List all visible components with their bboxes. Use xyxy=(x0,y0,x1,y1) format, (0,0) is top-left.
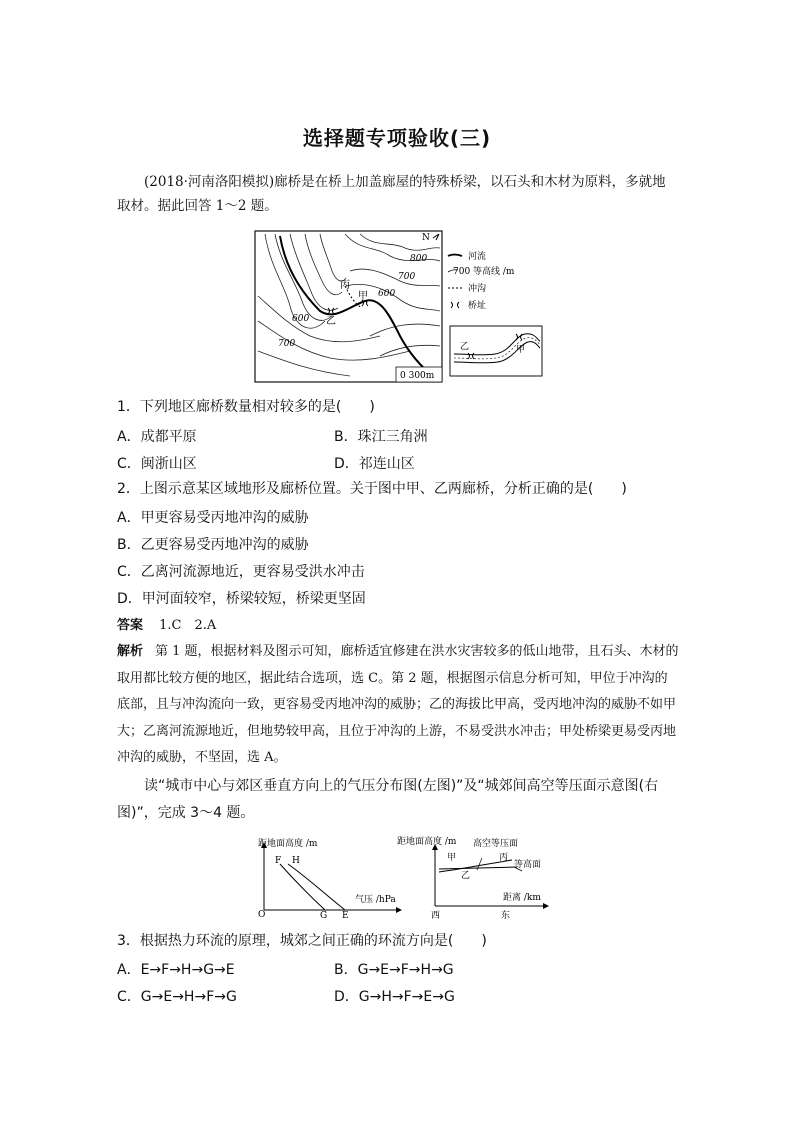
q3-option-c[interactable]: C．G→E→H→F→G xyxy=(117,989,237,1005)
intro-paragraph-2: 读“城市中心与郊区垂直方向上的气压分布图(左图)”及“城郊间高空等压面示意图(右图)”，完成 3～4 题。 xyxy=(117,778,659,821)
left-label-f: F xyxy=(275,856,282,866)
q1-option-a[interactable]: A．成都平原 xyxy=(117,429,197,445)
contour-label-600b: 600 xyxy=(292,314,310,324)
q3-option-a[interactable]: A．E→F→H→G→E xyxy=(117,962,235,978)
inset-map xyxy=(450,326,542,376)
isobaric-surface-chart xyxy=(397,834,557,924)
page-title: 选择题专项验收(三) xyxy=(302,126,492,150)
map-legend xyxy=(448,250,515,311)
left-label-g: G xyxy=(320,911,328,920)
curve-f xyxy=(280,864,325,910)
north-arrow-icon xyxy=(433,234,439,240)
left-label-h: H xyxy=(292,856,300,866)
right-x-arrow-icon xyxy=(543,903,549,909)
q3-option-d[interactable]: D．G→H→F→E→G xyxy=(334,989,455,1005)
left-origin: O xyxy=(258,910,266,920)
right-xlabel: 距离 /km xyxy=(503,893,541,903)
contour-label-800: 800 xyxy=(410,254,428,264)
answer-text: 1.C 2.A xyxy=(159,618,217,633)
pressure-height-chart xyxy=(250,836,410,920)
north-label: N xyxy=(422,233,430,243)
question-2-stem: 2．上图示意某区域地形及廊桥位置。关于图中甲、乙两廊桥，分析正确的是( ) xyxy=(117,481,627,497)
contour-label-700a: 700 xyxy=(398,272,416,282)
legend-river: 河流 xyxy=(468,252,487,262)
answer-line xyxy=(117,613,679,640)
contour-label-600a: 600 xyxy=(378,289,396,299)
q1-option-b[interactable]: B．珠江三角洲 xyxy=(334,429,428,445)
legend-bridge: 桥址 xyxy=(468,301,487,311)
label-yi: 乙 xyxy=(326,316,336,327)
legend-gully: 冲沟 xyxy=(468,284,487,294)
right-label-jia: 甲 xyxy=(447,853,457,863)
legend-contour: 700 等高线 /m xyxy=(453,267,515,277)
scale-label: 0 300m xyxy=(400,371,435,381)
q2-option-d[interactable]: D．甲河面较窄，桥梁较短，桥梁更坚固 xyxy=(117,591,366,607)
q1-option-d[interactable]: D．祁连山区 xyxy=(334,456,415,472)
analysis-paragraph xyxy=(117,639,679,772)
q2-option-b[interactable]: B．乙更容易受丙地冲沟的威胁 xyxy=(117,537,309,553)
q2-option-a[interactable]: A．甲更容易受丙地冲沟的威胁 xyxy=(117,510,309,526)
question-1-stem: 1．下列地区廊桥数量相对较多的是( ) xyxy=(117,399,375,415)
label-bing: 丙 xyxy=(340,280,350,291)
inset-label-yi: 乙 xyxy=(460,342,470,352)
intro-paragraph-1: (2018·河南洛阳模拟)廊桥是在桥上加盖廊屋的特殊桥梁，以石头和木材为原料，多就地取材。据此回答 1～2 题。 xyxy=(117,174,666,214)
q3-option-b[interactable]: B．G→E→F→H→G xyxy=(334,962,454,978)
right-label-east: 东 xyxy=(501,911,511,921)
answer-label: 答案 xyxy=(117,618,144,633)
inset-label-jia: 甲 xyxy=(516,345,526,355)
analysis-text: 第 1 题，根据材料及图示可知，廊桥适宜修建在洪水灾害较多的低山地带，且石头、木材的取用都比较方便的地区，据此结合选项，选 C。第 2 题，根据图示信息分析可知，甲位于冲沟的底部，且与冲沟流向一致，更容易受丙地冲沟的威胁；乙的海拔比甲高，受丙地冲沟的威胁不如甲大；乙离河流源地近，但地势较甲高，且位于冲沟的上游，不易受洪水冲击；甲处桥梁更易受丙地冲沟的威胁，不坚固，选 A。 xyxy=(117,644,679,765)
right-iso-label: 等高面 xyxy=(514,860,542,870)
right-surface-label: 高空等压面 xyxy=(473,839,519,849)
contour-map-figure xyxy=(250,226,550,388)
q1-option-c[interactable]: C．闽浙山区 xyxy=(117,456,197,472)
analysis-label: 解析 xyxy=(117,644,144,659)
contour-label-700b: 700 xyxy=(278,339,296,349)
curve-h xyxy=(288,864,345,910)
right-label-bing: 丙 xyxy=(499,853,509,863)
q2-option-c[interactable]: C．乙离河流源地近，更容易受洪水冲击 xyxy=(117,564,365,580)
right-ylabel: 距地面高度 /m xyxy=(397,837,457,847)
right-label-yi: 乙 xyxy=(461,871,471,881)
left-label-e: E xyxy=(342,911,349,920)
label-jia: 甲 xyxy=(358,291,368,302)
left-xlabel: 气压 /hPa xyxy=(355,895,396,905)
question-3-stem: 3．根据热力环流的原理，城郊之间正确的环流方向是( ) xyxy=(117,933,487,949)
right-label-west: 西 xyxy=(431,911,441,921)
left-ylabel: 距地面高度 /m xyxy=(258,839,318,849)
